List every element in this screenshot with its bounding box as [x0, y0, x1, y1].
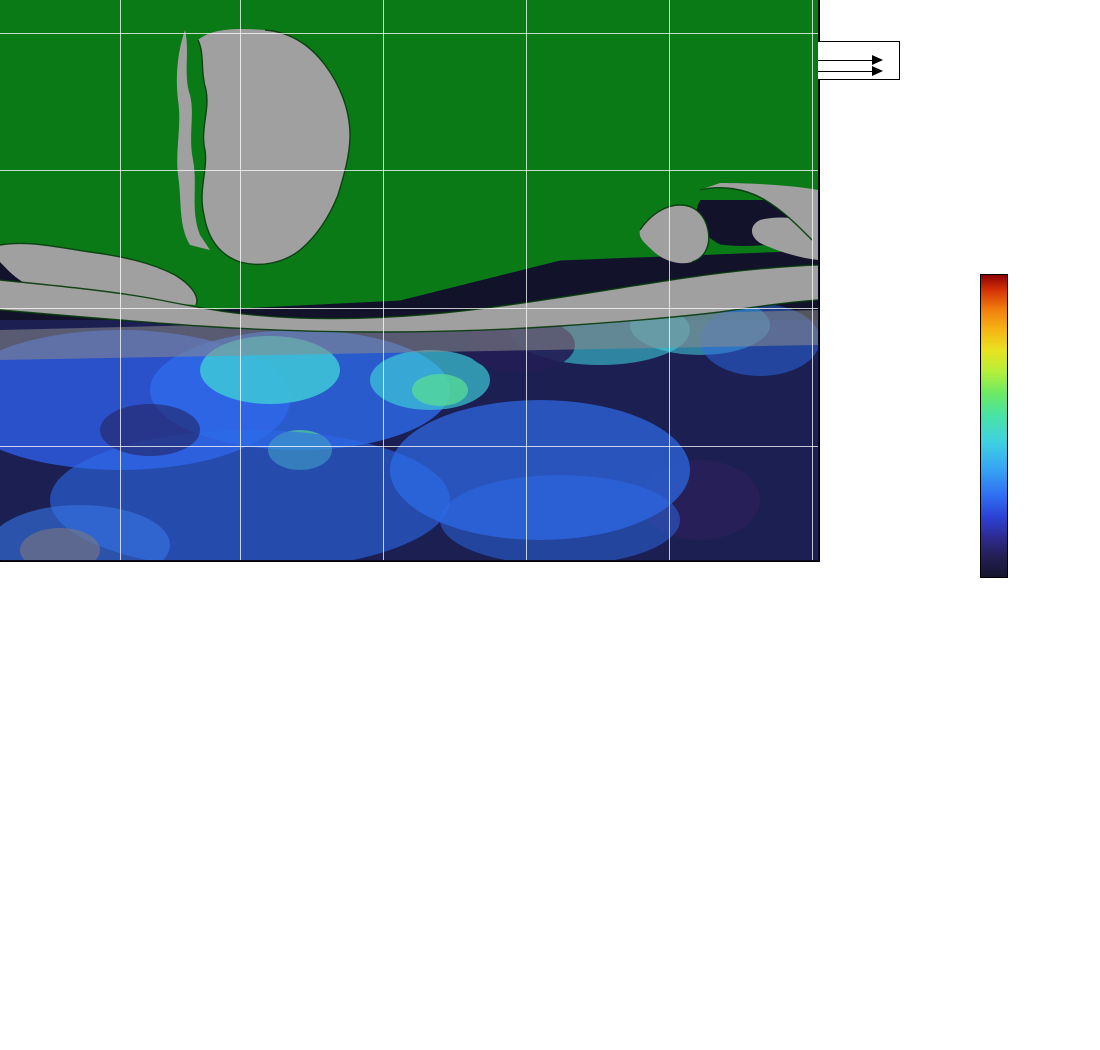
- gridline-vertical: [812, 0, 813, 560]
- speed-colorbar: [980, 274, 1008, 578]
- gridline-horizontal: [0, 308, 818, 309]
- map-canvas[interactable]: [0, 0, 820, 562]
- gridline-vertical: [526, 0, 527, 560]
- vector-key-arrowhead: [872, 55, 883, 65]
- gridline-vertical: [120, 0, 121, 560]
- gridline-vertical: [669, 0, 670, 560]
- gridline-horizontal: [0, 170, 818, 171]
- vector-key-arrowhead: [872, 66, 883, 76]
- coastline-layer: [0, 0, 818, 560]
- gridline-horizontal: [0, 33, 818, 34]
- gridline-vertical: [383, 0, 384, 560]
- gridline-horizontal: [0, 446, 818, 447]
- gridline-vertical: [240, 0, 241, 560]
